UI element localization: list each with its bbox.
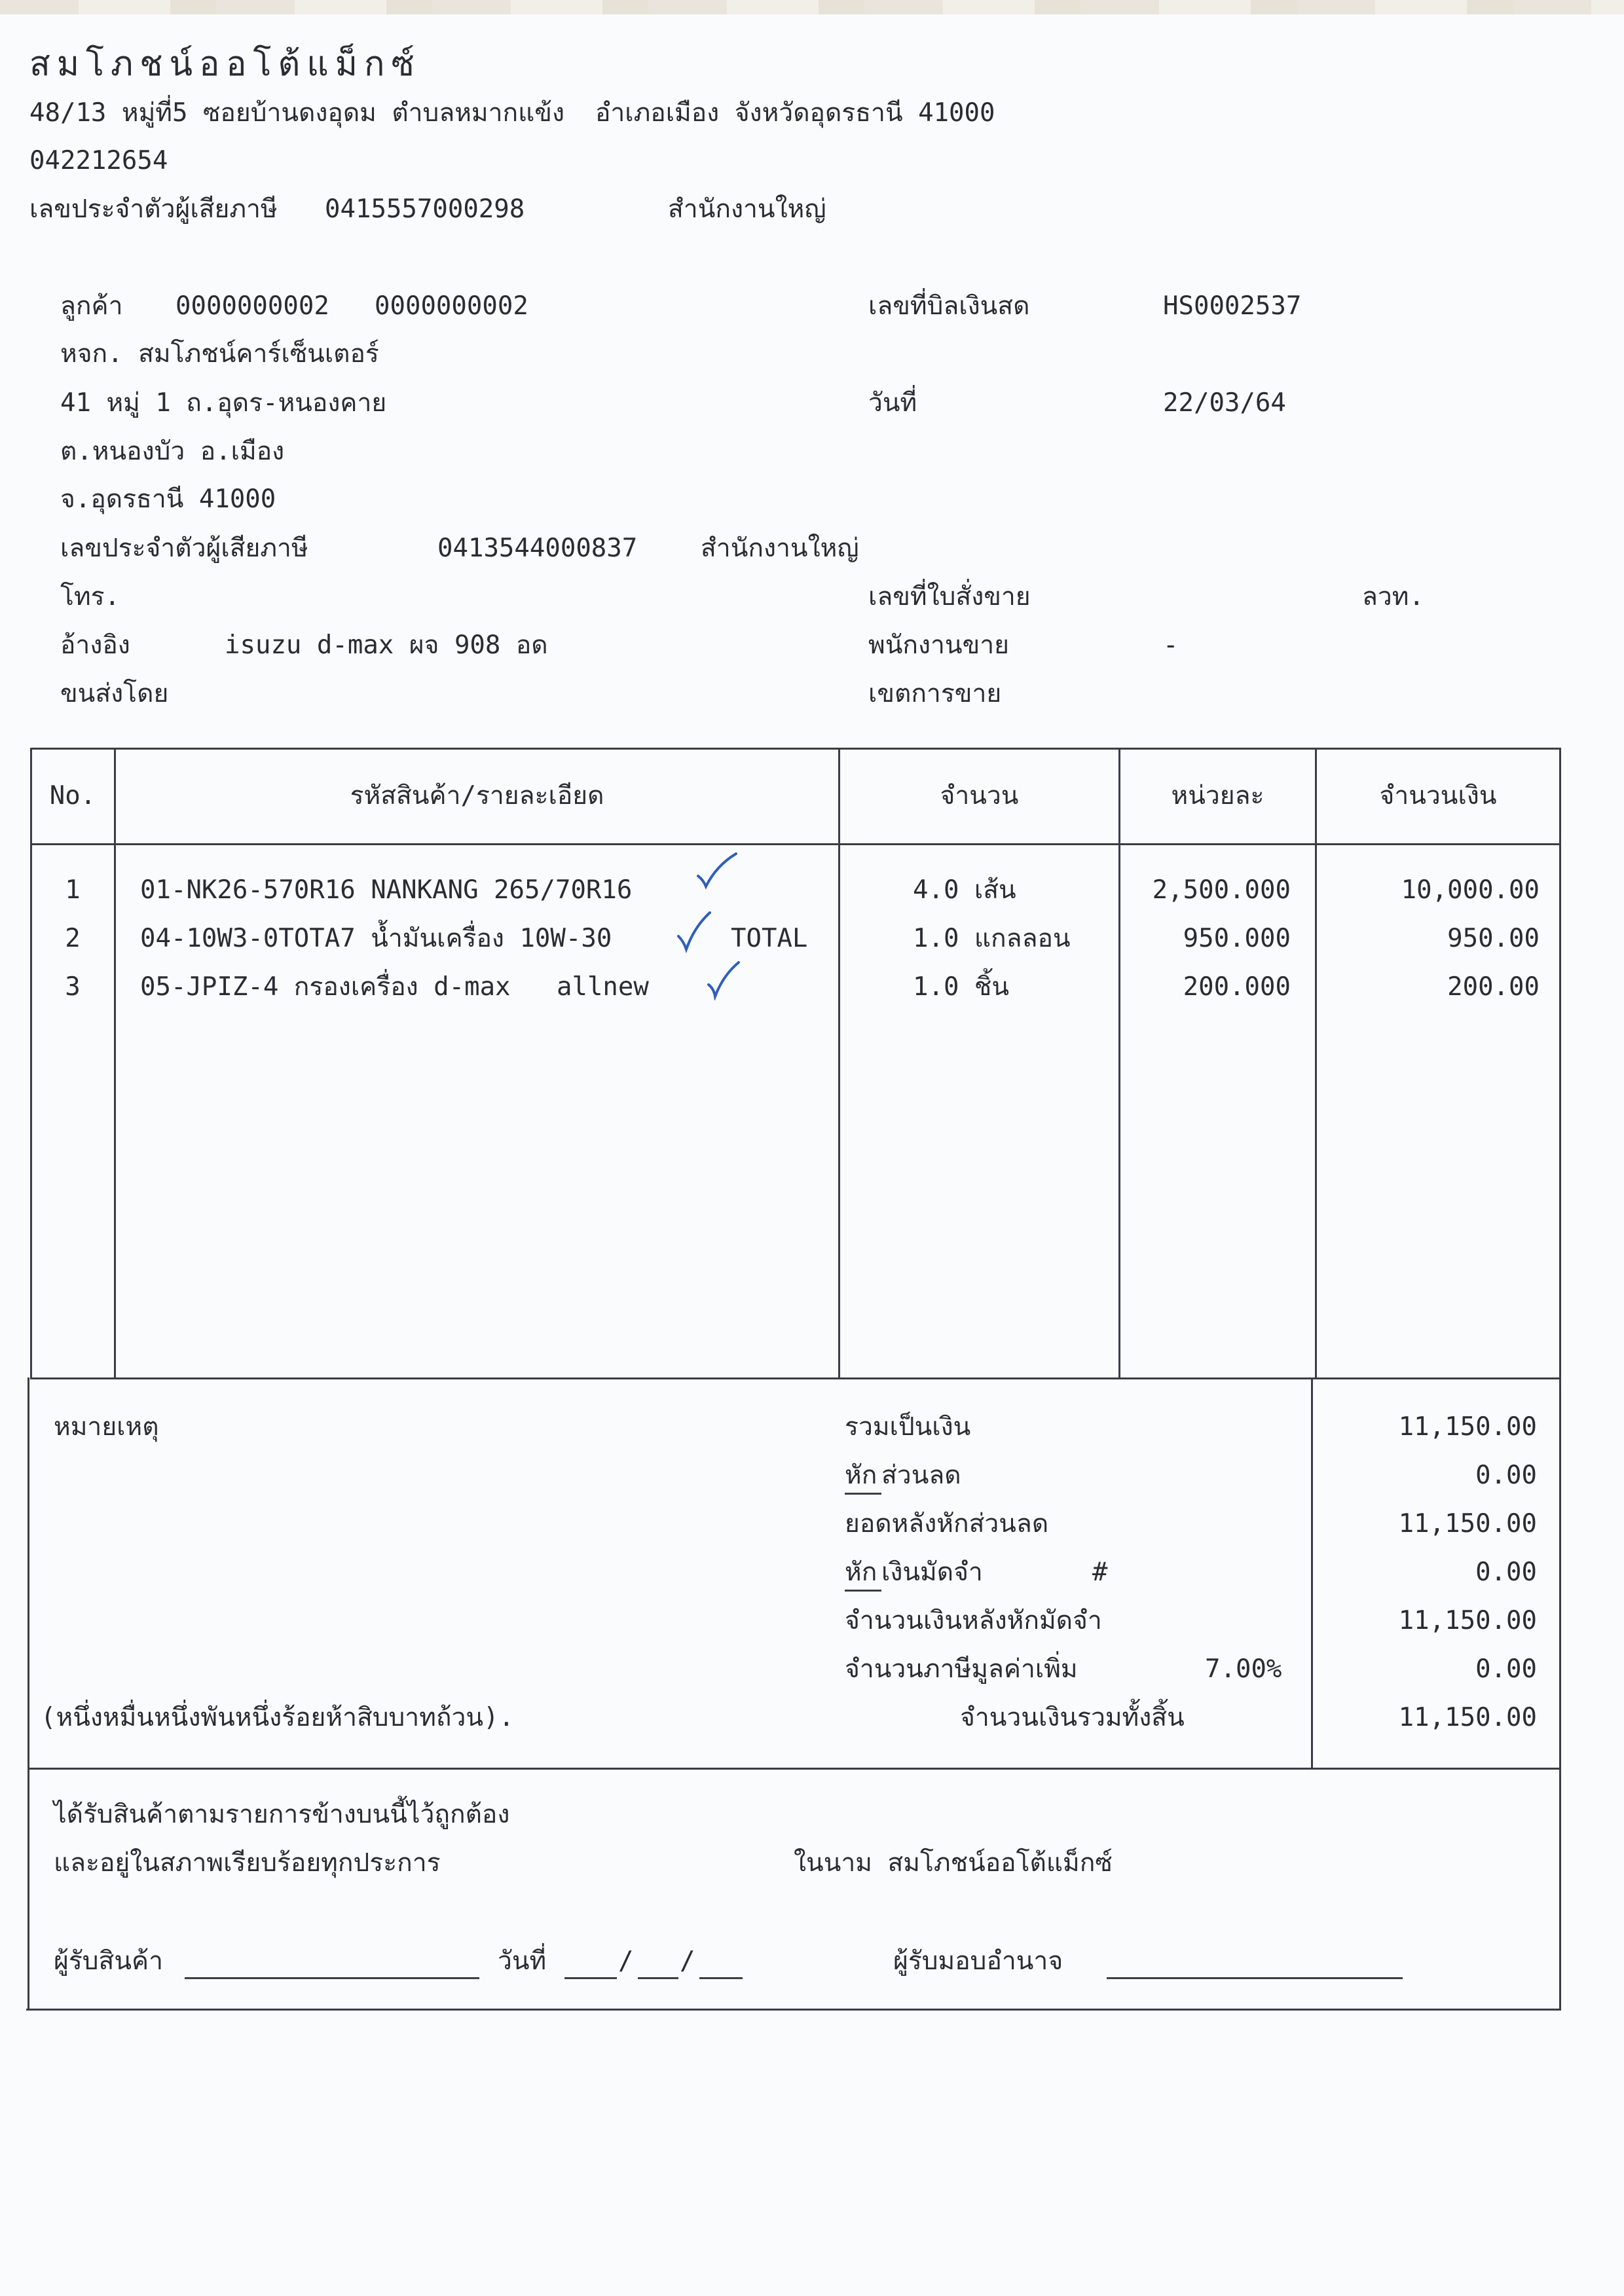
deposit-label-prefix: หัก — [845, 1558, 877, 1587]
discount-label: ส่วนลด — [881, 1461, 961, 1490]
company-phone: 042212654 — [29, 146, 168, 175]
authorized-label: ผู้รับมอบอำนาจ — [893, 1946, 1063, 1976]
row-amount: 10,000.00 — [1401, 875, 1540, 905]
customer-reference-value: isuzu d-max ผจ 908 อด — [225, 630, 548, 660]
table-left-border — [30, 748, 32, 1379]
after-discount-label: ยอดหลังหักส่วนลด — [845, 1509, 1049, 1539]
receiver-signature-line — [185, 1977, 479, 1979]
bill-number-label: เลขที่บิลเงินสด — [868, 291, 1030, 321]
summary-bottom-divider — [29, 1768, 1561, 1770]
customer-shipping-label: ขนส่งโดย — [60, 679, 169, 708]
discount-label-prefix: หัก — [845, 1461, 877, 1490]
col-divider-qty — [1118, 748, 1120, 1379]
table-top-border — [31, 748, 1561, 750]
deposit-label: เงินมัดจำ — [881, 1558, 983, 1587]
row-quantity: 4.0 เส้น — [913, 875, 1016, 905]
received-statement-2: และอยู่ในสภาพเรียบร้อยทุกประการ — [54, 1848, 441, 1878]
table-header-divider — [31, 843, 1561, 845]
discount-value: 0.00 — [1475, 1461, 1537, 1490]
customer-name: หจก. สมโภชน์คาร์เซ็นเตอร์ — [60, 339, 379, 369]
row-quantity: 1.0 แกลลอน — [913, 924, 1071, 953]
deposit-value: 0.00 — [1475, 1558, 1537, 1587]
bill-date-label: วันที่ — [868, 388, 917, 418]
company-name: สมโภชน์ออโต้แม็กซ์ — [29, 45, 421, 84]
row-description: 01-NK26-570R16 NANKANG 265/70R16 — [140, 875, 633, 905]
received-statement-1: ได้รับสินค้าตามรายการข้างบนนี้ไว้ถูกต้อง — [54, 1800, 510, 1829]
row-amount: 200.00 — [1447, 972, 1540, 1002]
col-divider-price — [1315, 748, 1317, 1379]
company-address: 48/13 หมู่ที่5 ซอยบ้านดงอุดม ตำบลหมากแข้ง อำเภอเมือง จังหวัดอุดรธานี 41000 — [29, 98, 995, 128]
row-unit-price: 200.000 — [1183, 972, 1291, 1002]
subtotal-value: 11,150.00 — [1398, 1412, 1537, 1442]
deposit-prefix-underline — [845, 1590, 881, 1592]
col-divider-desc — [838, 748, 840, 1379]
receiver-label: ผู้รับสินค้า — [54, 1946, 164, 1976]
customer-address-1: 41 หมู่ 1 ถ.อุดร-หนองคาย — [60, 388, 387, 418]
row-amount: 950.00 — [1447, 924, 1540, 953]
after-deposit-label: จำนวนเงินหลังหักมัดจำ — [845, 1606, 1102, 1635]
row-unit-price: 950.000 — [1183, 924, 1291, 953]
customer-reference-label: อ้างอิง — [60, 630, 130, 660]
customer-phone-label: โทร. — [60, 582, 120, 611]
sales-area-label: เขตการขาย — [868, 679, 1002, 708]
grand-total-label: จำนวนเงินรวมทั้งสิ้น — [960, 1703, 1185, 1732]
col-divider-no — [114, 748, 116, 1379]
row-quantity: 1.0 ชิ้น — [913, 972, 1010, 1002]
company-tax-id: 0415557000298 — [325, 194, 525, 224]
bill-date-value: 22/03/64 — [1163, 388, 1286, 418]
row-unit-price: 2,500.000 — [1152, 875, 1291, 905]
on-behalf-of: ในนาม สมโภชน์ออโต้แม็กซ์ — [794, 1848, 1113, 1878]
date-month-line — [638, 1977, 678, 1979]
customer-address-2: ต.หนองบัว อ.เมือง — [60, 437, 285, 466]
header-description: รหัสสินค้า/รายละเอียด — [350, 781, 604, 811]
customer-code-2: 0000000002 — [375, 291, 528, 321]
vat-label: จำนวนภาษีมูลค่าเพิ่ม — [845, 1654, 1078, 1684]
discount-prefix-underline — [845, 1493, 881, 1495]
table-body-divider — [30, 1377, 1561, 1379]
vat-value: 0.00 — [1475, 1654, 1537, 1684]
deposit-hash: # — [1092, 1558, 1108, 1587]
after-discount-value: 11,150.00 — [1398, 1509, 1537, 1539]
company-branch: สำนักงานใหญ่ — [668, 194, 826, 224]
header-quantity: จำนวน — [940, 781, 1019, 811]
header-no: No. — [49, 781, 96, 811]
row-description-extra: TOTAL — [731, 924, 808, 953]
bill-number-value: HS0002537 — [1163, 291, 1302, 321]
checkmark-icon — [694, 851, 740, 890]
company-tax-label: เลขประจำตัวผู้เสียภาษี — [29, 194, 278, 224]
table-right-border — [1559, 748, 1561, 2010]
sales-order-label: เลขที่ใบสั่งขาย — [868, 582, 1031, 611]
row-number: 2 — [65, 924, 81, 953]
sales-order-value: ลวท. — [1362, 582, 1424, 611]
amount-in-words: (หนึ่งหมื่นหนึ่งพันหนึ่งร้อยห้าสิบบาทถ้วน). — [41, 1703, 515, 1732]
customer-address-3: จ.อุดรธานี 41000 — [60, 484, 276, 514]
date-separator: / — [618, 1946, 634, 1976]
checkmark-icon — [674, 910, 720, 953]
grand-total-value: 11,150.00 — [1398, 1703, 1537, 1732]
subtotal-label: รวมเป็นเงิน — [845, 1412, 971, 1442]
scan-edge — [0, 0, 1624, 14]
customer-branch: สำนักงานใหญ่ — [701, 534, 859, 563]
remark-label: หมายเหตุ — [54, 1412, 159, 1442]
customer-tax-label: เลขประจำตัวผู้เสียภาษี — [60, 534, 308, 563]
row-description: 05-JPIZ-4 กรองเครื่อง d-max allnew — [140, 972, 649, 1002]
row-number: 3 — [65, 972, 81, 1002]
date-separator: / — [680, 1946, 695, 1976]
authorized-signature-line — [1107, 1977, 1403, 1979]
vat-rate: 7.00% — [1205, 1654, 1282, 1684]
customer-tax-id: 0413544000837 — [437, 534, 638, 563]
row-number: 1 — [65, 875, 81, 905]
header-amount: จำนวนเงิน — [1379, 781, 1497, 811]
receive-date-label: วันที่ — [498, 1946, 547, 1976]
header-unit-price: หน่วยละ — [1171, 781, 1264, 811]
salesperson-value: - — [1163, 630, 1179, 660]
customer-label: ลูกค้า — [60, 291, 123, 321]
date-year-line — [699, 1977, 743, 1979]
customer-code-1: 0000000002 — [175, 291, 329, 321]
footer-bottom-border — [26, 2009, 1561, 2011]
date-day-line — [564, 1977, 617, 1979]
checkmark-icon — [706, 960, 745, 1000]
row-description: 04-10W3-0TOTA7 น้ำมันเครื่อง 10W-30 — [140, 924, 612, 953]
summary-left-border — [28, 1377, 29, 2010]
after-deposit-value: 11,150.00 — [1398, 1606, 1537, 1635]
salesperson-label: พนักงานขาย — [868, 630, 1009, 660]
